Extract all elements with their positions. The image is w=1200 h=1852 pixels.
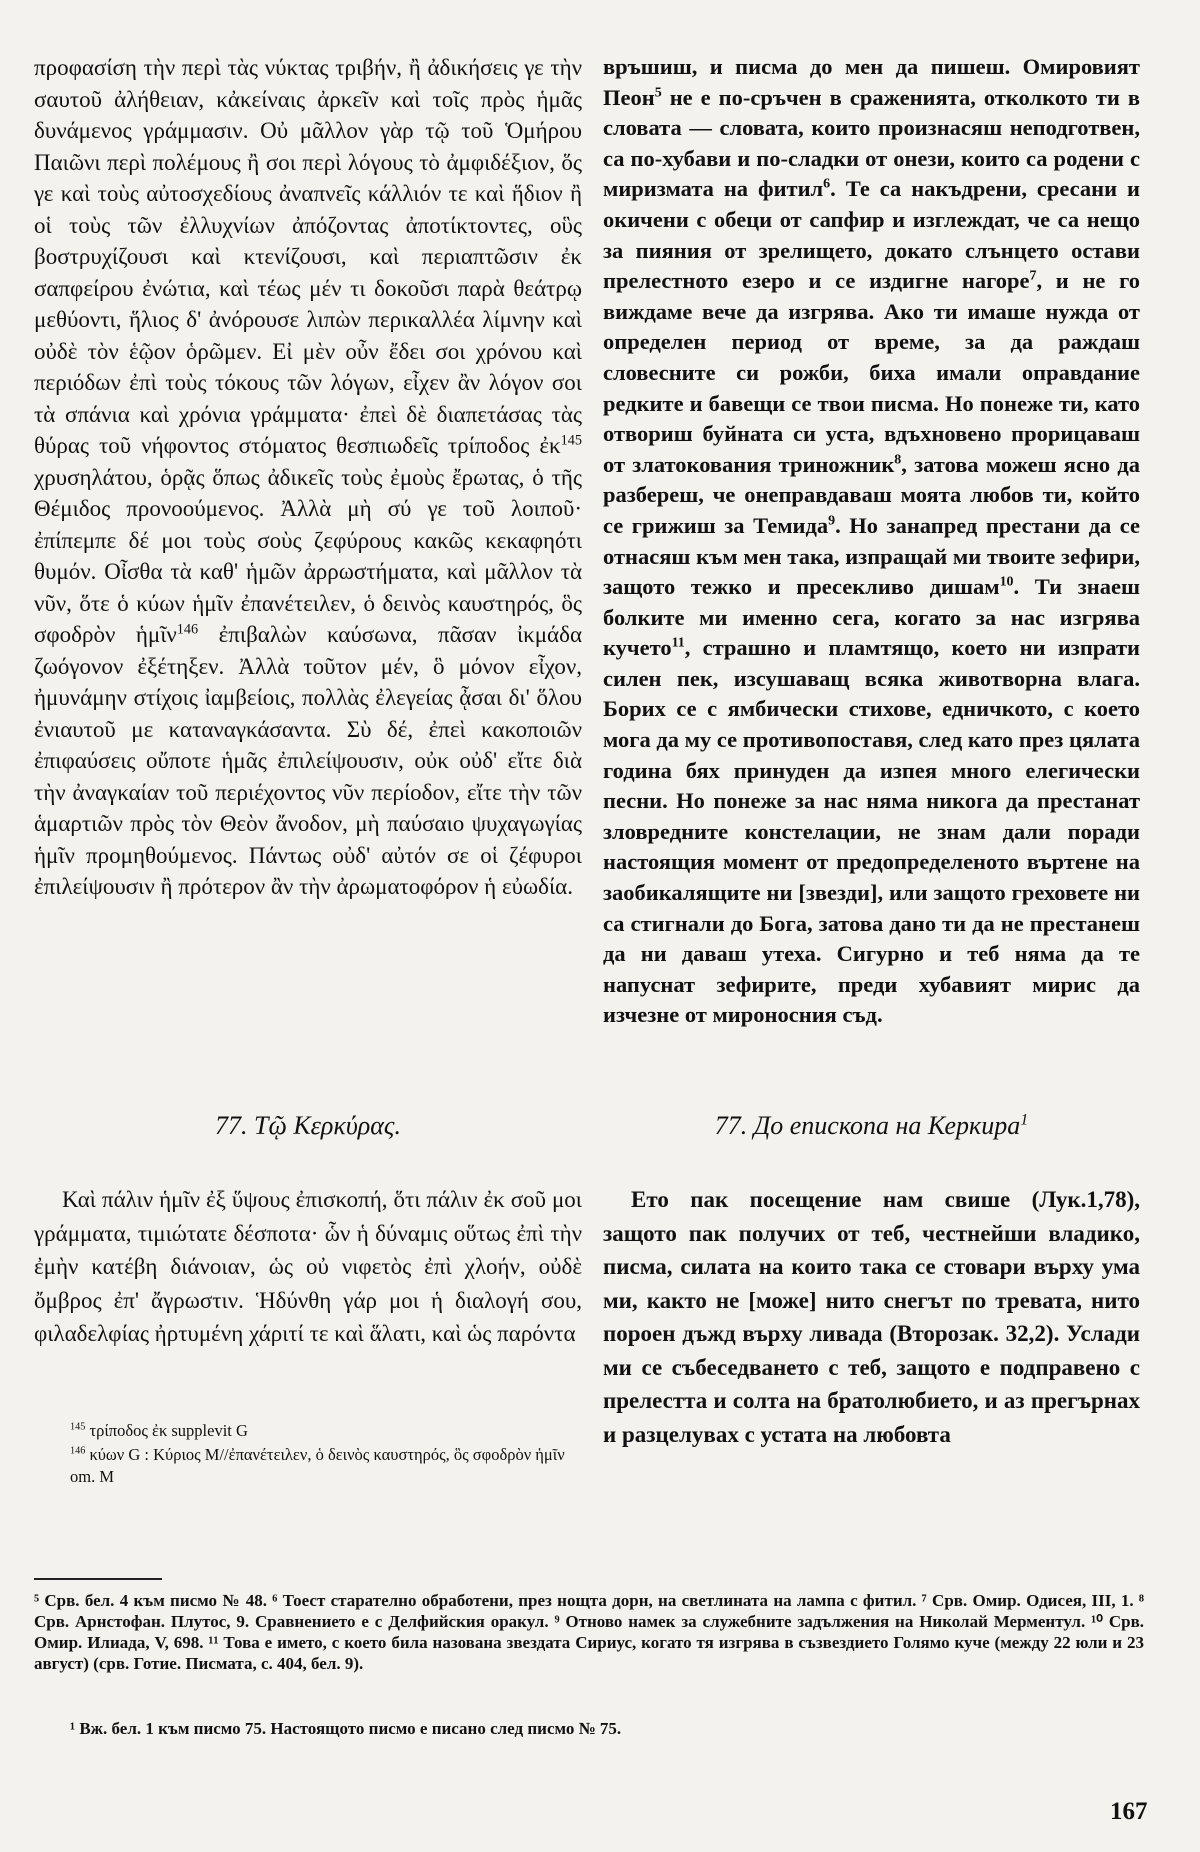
bulgarian-letter-77-text: Ето пак посещение нам свише (Лук.1,78), защото пак получих от теб, честнейши владико, писма, силата на които така се стовари върху ума ми, както не [може] нито снегът по тревата, нито пороен дъжд върху ливада (Второзак. 32,2). Услади ми се събеседването с теб, защото е подправено с прелестта и солта на братолюбието, и аз прегърнах и разцелувах с устата на любовта	[603, 1187, 1140, 1447]
footnotes: ⁵ Срв. бел. 4 към писмо № 48. ⁶ Тоест старателно обработени, през нощта дорн, на светлината на лампа с фитил. ⁷ Срв. Омир. Одисея, III, 1. ⁸ Срв. Арнстофан. Плутос, 9. Сравнението е с Делфийския оракул. ⁹ Отново намек за служебните задължения на Николай Мерментул. ¹⁰ Срв. Омир. Илиада, V, 698. ¹¹ Това е името, с което била назована звездата Сириус, когато тя изгрява в съзвездието Голямо куче (между 22 юли и 23 август) (срв. Готие. Писмата, с. 404, бел. 9).	[34, 1591, 1144, 1673]
page-number: 167	[1110, 1798, 1148, 1825]
greek-text-column	[34, 52, 582, 903]
greek-letter-heading: 77. Τῷ Κερκύρας.	[215, 1111, 401, 1140]
critical-apparatus	[70, 1420, 590, 1490]
greek-letter-77-text: Καὶ πάλιν ἡμῖν ἐξ ὕψους ἐπισκοπή, ὅτι πάλιν ἐκ σοῦ μοι γράμματα, τιμιώτατε δέσποτα· ὧν ἡ δύναμις οὕτως ἐπὶ τὴν ἐμὴν κατέβη διάνοιαν, ὡς οὐ νιφετὸς ἐπὶ χλοήν, οὐδὲ ὄμβρος ἐπ' ἄγρωστιν. Ἡδύνθη γάρ μοι ἡ διαλογή σου, φιλαδελφίας ἠρτυμένη χάριτί τε καὶ ἅλατι, καὶ ὡς παρόντα	[34, 1187, 582, 1346]
apparatus-entry: $^{146}$ κύων G : Κύριος M//ἐπανέτειλεν, ὁ δεινὸς καυστηρός, ὃς σφοδρὸν ἡμῖν om. M	[70, 1445, 565, 1486]
bulgarian-text-column	[603, 52, 1140, 1031]
greek-paragraph: προφασίση τὴν περὶ τὰς νύκτας τριβήν, ἢ ἀδικήσεις γε τὴν σαυτοῦ ἀλήθειαν, κἀκείναις ἀρκεῖν καὶ τοῖς πρὸς ἡμᾶς δυνάμενος γράμμασιν. Οὐ μᾶλλον γὰρ τῷ τοῦ Ὁμήρου Παιῶνι περὶ πολέμους ἢ σοι περὶ λόγους τὸ ἀμφιδέξιον, ὅς γε καὶ τοὺς αὐτοσχεδίους ἀναπνεῖς κάλλιόν τε καὶ ἥδιον ἢ οἱ τοὺς τῶν ἐλλυχνίων ἀπόζοντας ἀποτίκτοντες, οὓς βοστρυχίζουσι καὶ κτενίζουσι, καὶ περιαπτῶσιν ἐκ σαπφείρου ἐνώτια, καὶ τέως μέν τι δοκοῦσι παρὰ θεάτρῳ μεθύοντι, ἥλιος δ' ἀνόρουσε λιπὼν περικαλλέα λίμνην καὶ οὐδὲ τὸν ἑῷον ὁρῶμεν. Εἰ μὲν οὖν ἔδει σοι χρόνου καὶ περιόδων ἐπὶ τοὺς τόκους τῶν λόγων, εἶχεν ἂν λόγον σοι τὰ σπάνια καὶ χρόνια γράμματα· ἐπεὶ δὲ διαπετάσας τὰς θύρας τοῦ νήφοντος στόματος θεσπιωδεῖς τρίποδος ἐκ$^{145}$ χρυσηλάτου, ὁρᾷς ὅπως ἀδικεῖς τοὺς ἐμοὺς ἔρωτας, ὁ τῆς Θέμιδος προνοούμενος. Ἀλλὰ μὴ σύ γε τοῦ λοιποῦ· ἐπίπεμπε δέ μοι τοὺς σοὺς ζεφύρους κακῶς κεκαφηότι θυμόν. Οἶσθα τὰ καθ' ἡμῶν ἀρρωστήματα, καὶ μᾶλλον τὰ νῦν, ὅτε ὁ κύων ἡμῖν ἐπανέτειλεν, ὁ δεινὸς καυστηρός, ὃς σφοδρὸν ἡμῖν$^{146}$ ἐπιβαλὼν καύσωνα, πᾶσαν ἰκμάδα ζωόγονον ἐξέτηξεν. Ἀλλὰ τοῦτον μέν, ὃ μόνον εἶχον, ἠμυνάμην στίχοις ἰαμβείοις, πολλὰς ἐλεγείας ᾆσαι δι' ὅλου ἐνιαυτοῦ με καταναγκάσαντα. Σὺ δέ, ἐπεὶ κακοποιῶν ἐπιφαύσεις οὔποτε ἡμᾶς ἐπιλείψουσιν, οὐκ οὐδ' εἴτε διὰ τὴν ἀναγκαίαν τοῦ περιέχοντος νῦν περίοδον, εἴτε τὴν τῶν ἁμαρτιῶν πρὸς τὸν Θεὸν ἄνοδον, μὴ παύσαιο ψυχαγωγίας ἡμῖν προμηθούμενος. Πάντως οὐδ' αὐτόν σε οἱ ζέφυροι ἐπιλείψουσιν ἢ πρότερον ἂν τὴν ἀρωματοφόρον ἡ εὐωδία.	[34, 55, 582, 899]
footnote-marker-146: 146	[176, 621, 199, 638]
bulgarian-paragraph: връшиш, и писма до мен да пишеш. Омировият Пеон$^5$ не е по-сръчен в сраженията, отколкото ти в словата — словата, които произнасяш неподготвен, са по-хубави и по-сладки от онези, които са родени с миризмата на фитил$^6$. Те са накъдрени, сресани и окичени с обеци от сапфир и изглеждат, че са нещо за пияния от зрелището, докато слънцето остави прелестното езеро и се издигне нагоре$^7$, и не го виждаме вече да изгрява. Ако ти имаше нужда от определен период от време, за да раждаш словесните си рожби, биха имали оправдание редките и бавещи се твои писма. Но понеже ти, като отвориш буйната си уста, вдъхновено прорицаваш от златокования триножник$^8$, затова можеш ясно да разбереш, че онеправдаваш моята любов ти, който се грижиш за Темида$^9$. Но занапред престани да се отнасяш към мен така, изпращай ми твоите зефири, защото тежко и пресекливо дишам$^{10}$. Ти знаеш болките ми именно сега, когато за нас изгрява кучето$^{11}$, страшно и пламтящо, което ни изпрати силен пек, изсушаващ всяка животворна влага. Борих се с ямбически стихове, едничкото, с което мога да му се противопоставя, след като през цялата година бях принуден да изпея много елегически песни. Но понеже за нас няма никога да престанат зловредните констелации, не знам дали поради настоящия момент от предопределеното въртене на заобикалящите ни [звезди], или защото греховете ни са стигнали до Бога, затова дано ти да не престанеш да ни даваш утеха. Сигурно и теб няма да те напуснат зефирите, преди хубавият мирис да изчезне от мироносния съд.	[603, 54, 1141, 1028]
bulgarian-letter-heading: 77. До епископа на Керкира$^1$	[714, 1111, 1029, 1140]
footnote-marker-145: 145	[560, 432, 582, 449]
footnote-letter-77: ¹ Вж. бел. 1 към писмо 75. Настоящото писмо е писано след писмо № 75.	[70, 1719, 622, 1738]
footnote-divider	[34, 1578, 162, 1580]
apparatus-entry: $^{145}$ τρίποδος ἐκ supplevit G	[70, 1421, 248, 1440]
